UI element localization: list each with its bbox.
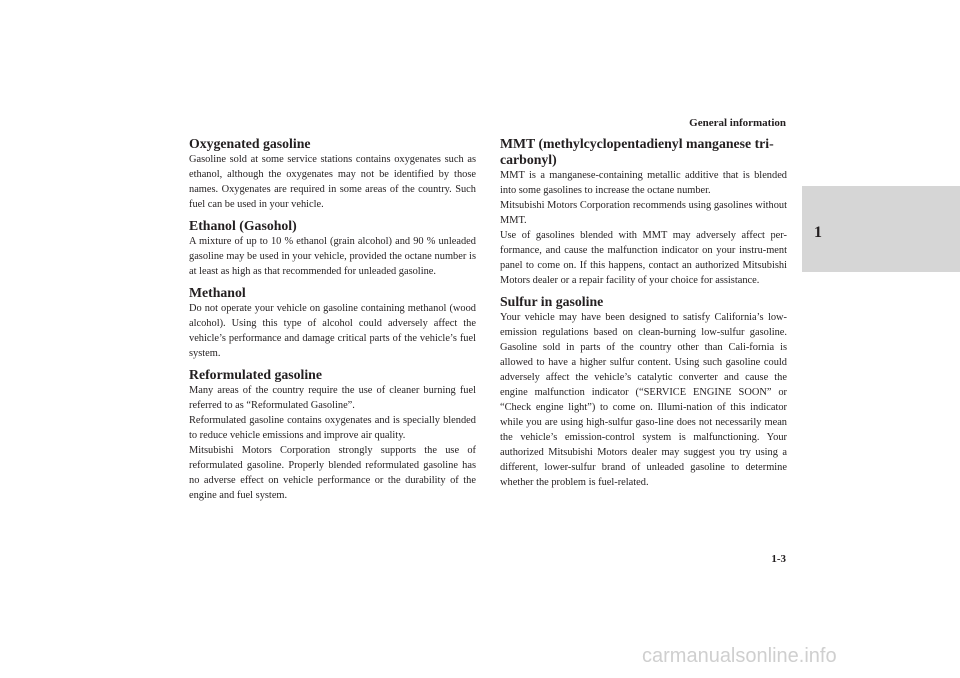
section-heading: Ethanol (Gasohol) bbox=[189, 218, 297, 233]
section-heading: Sulfur in gasoline bbox=[500, 294, 604, 309]
section-paragraph: Mitsubishi Motors Corporation strongly supports the use of reformulated gasoline. Properly blended reformulated gasoline has no adverse effect on vehicle performance or the durability of the engine and fuel system. bbox=[189, 445, 476, 501]
section-paragraph: Gasoline sold at some service stations contains oxygenates such as ethanol, although the oxygenates may not be identified by those names. Oxygenates are required in some areas of the country. Such fuel can be used in your vehicle. bbox=[189, 154, 476, 210]
page-header-title: General information bbox=[689, 117, 786, 129]
left-column bbox=[189, 136, 476, 503]
section-sulfur-in-gasoline bbox=[500, 294, 787, 490]
watermark-text: carmanualsonline.info bbox=[642, 645, 837, 667]
section-paragraph: Reformulated gasoline contains oxygenates and is specially blended to reduce vehicle emissions and improve air quality. bbox=[189, 415, 476, 441]
page-number: 1-3 bbox=[771, 553, 786, 565]
section-paragraph: A mixture of up to 10 % ethanol (grain alcohol) and 90 % unleaded gasoline may be used in your vehicle, provided the octane number is at least as high as that recommended for unleaded gasoline. bbox=[189, 236, 476, 277]
section-methanol bbox=[189, 285, 476, 361]
section-paragraph: Do not operate your vehicle on gasoline containing methanol (wood alcohol). Using this type of alcohol could adversely affect the vehicle’s performance and damage critical parts of the vehicle’s fuel system. bbox=[189, 303, 476, 359]
chapter-number: 1 bbox=[814, 224, 822, 241]
section-heading: Methanol bbox=[189, 285, 246, 300]
right-column bbox=[500, 136, 787, 490]
section-heading: Reformulated gasoline bbox=[189, 367, 322, 382]
section-reformulated-gasoline bbox=[189, 367, 476, 503]
section-ethanol-gasohol bbox=[189, 218, 476, 279]
section-mmt bbox=[500, 136, 787, 288]
section-paragraph: Your vehicle may have been designed to satisfy California’s low-emission regulations based on clean-burning low-sulfur gasoline. Gasoline sold in parts of the country other than Cali-fornia is allowed to have a higher sulfur content. Using such gasoline could adversely affect the vehicle’s catalytic converter and cause the engine malfunction indicator (“SERVICE ENGINE SOON” or “Check engine light”) to come on. Illumi-nation of this indicator while you are using high-sulfur gaso-line does not necessarily mean the vehicle’s emission-control system is malfunctioning. Your authorized Mitsubishi Motors dealer may suggest you try using a different, lower-sulfur brand of unleaded gasoline to determine whether the problem is fuel-related. bbox=[500, 312, 787, 488]
section-paragraph: Use of gasolines blended with MMT may adversely affect per-formance, and cause the malfunction indicator on your instru-ment panel to come on. If this happens, contact an authorized Mitsubishi Motors dealer or a repair facility of your choice for assistance. bbox=[500, 230, 787, 286]
section-paragraph: MMT is a manganese-containing metallic additive that is blended into some gasolines to increase the octane number. bbox=[500, 170, 787, 196]
section-paragraph: Many areas of the country require the use of cleaner burning fuel referred to as “Reformulated Gasoline”. bbox=[189, 385, 476, 411]
section-oxygenated-gasoline bbox=[189, 136, 476, 212]
section-paragraph: Mitsubishi Motors Corporation recommends using gasolines without MMT. bbox=[500, 200, 787, 226]
section-heading: Oxygenated gasoline bbox=[189, 136, 311, 151]
chapter-tab bbox=[802, 186, 960, 272]
section-heading: MMT (methylcyclopentadienyl manganese tri-carbonyl) bbox=[500, 136, 774, 167]
